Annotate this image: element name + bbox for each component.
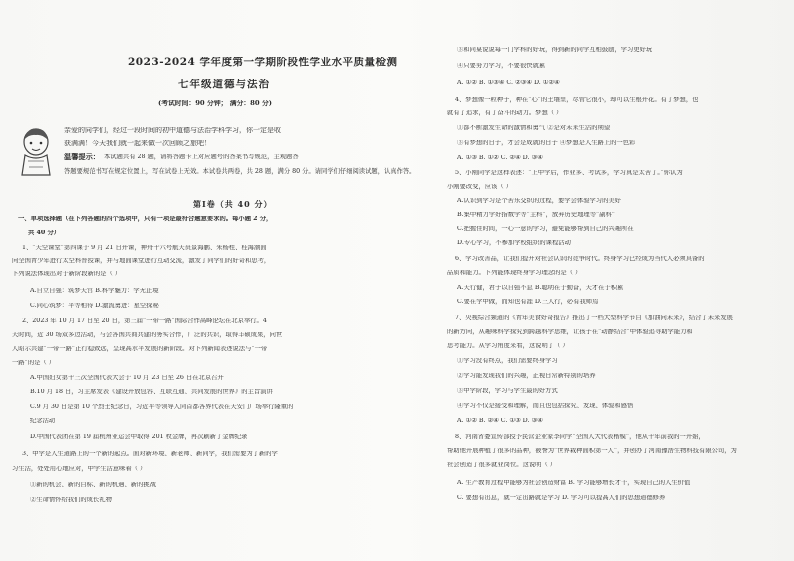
- question-line: 5、小刚同学是这样表述：“上中学后，作业多、考试多，学习真是太苦了。”你认为: [455, 170, 683, 176]
- question-line: 下列说法体现出对于新阶段新的是（ ）: [12, 271, 122, 277]
- section-instruction-2: 共 40 分）: [28, 230, 61, 236]
- question-line: 6、学习改善品，让我们提升对社会认识的竞争时代。终身学习已经成为当代人必须具备的: [455, 256, 705, 262]
- exam-info: (考试时间：90 分钟； 满分：80 分): [158, 100, 273, 107]
- exam-title: 2023-2024 学年度第一学期阶段性学业水平质量检测: [128, 57, 398, 68]
- option-line: A.自立自强：筑梦天宫 B.科学魅力：学无止境: [30, 288, 159, 294]
- greeting-line-1: 亲爱的同学们，经过一段时间的初中道德与法治学科学习，你一定是收: [64, 127, 281, 134]
- option-line: ③有梦想的日子，才会是成就的日子 ④梦想是人生路上的一色彩: [457, 140, 636, 146]
- question-line: 小刚要改变，应该（ ）: [447, 184, 512, 190]
- option-line: ③和同桌说说每一门学科的好玩，得到新的同学互相鼓励，学习更好玩: [457, 47, 653, 53]
- question-line: 1、“天空课堂”第四课于 9 月 21 日开课，神舟十六号航天员景海鹏、朱杨柱、桂海潮面: [22, 245, 267, 251]
- option-line: D.中国代表团在第 19 届杭州亚运会中取得 201 枚金牌，再次刷新了金牌纪录: [30, 434, 248, 440]
- question-line: 7、央视综合频道的《青年美食好奇报告》推出了一档大型科学节目《加油向未来》，结合了未来发展: [455, 315, 733, 321]
- option-line: B.10 月 18 日，习主席发表《建设开放包容、互联互通、共同发展的世界》的主旨演讲: [30, 389, 273, 395]
- option-line: C.把握住时间，一心一意的学习，避免能够帮到自己的兴趣所在: [457, 226, 634, 232]
- section-instruction-1: 一、单项选择题（在下列各题的四个选项中，只有一项是最符合题意要求的。每小题 2 分，: [18, 216, 273, 222]
- question-line: 天时间，近 30 场双多边活动，与会各国共商共建的务实合作，广泛的共识，取得丰硕成果，向世: [12, 332, 283, 338]
- option-line: ①新的机会、新的目标、新的机遇、新的挑战: [30, 482, 156, 488]
- option-line: ④只要努力学习，不要很快就累: [457, 63, 546, 69]
- student-mascot-icon: [16, 125, 56, 179]
- answer-options: A. ①② B. ②④ C. ①③ D. ③④: [457, 418, 543, 424]
- option-line: ③中学阶段，学习与学生最的好方式: [457, 388, 558, 394]
- option-line: C.同心筑梦：平等相待 D.激流勇进：星空探秘: [30, 303, 159, 309]
- option-line: C.要在学中做，而知也有涯 D.三人行，必有我师焉: [457, 299, 599, 305]
- answer-options: A. ①② B. ①③④ C. ②③④ D. ①②④: [457, 80, 560, 86]
- question-line: 帮助他开展种植了很多的品种，被誉为“世界栽种面积第一人”，并创办了河南豫浩生物科技有限公司，为: [447, 448, 737, 454]
- question-line: 3、中学是人生道路上的一个新的起点。面对新环境、新老师、新同学，我们需要为了新的学: [22, 451, 278, 457]
- option-line: ②学习能发现我们的兴趣，正视日常新特别的培养: [457, 373, 596, 379]
- option-line: A. 生产教育过程中能够为社会创造财富 B. 学习能够增长才干，实现自己的人生价值: [457, 480, 691, 486]
- question-line: 品质和能力。下列能体现终身学习理念的是（ ）: [447, 270, 582, 276]
- question-line: 的新方向，从趣味科学探究到跨越科学思维，让孩子在“动静结合”中体验追寻助学能力和: [447, 329, 693, 335]
- question-line: 一路”的是（ ）: [12, 360, 56, 366]
- section-title: 第Ⅰ卷（共 40 分）: [193, 200, 273, 208]
- question-line: 社会创造了很多就业岗位。这说明（ ）: [447, 462, 557, 468]
- answer-options: A. ①③ B. ①② C. ②④ D. ③④: [457, 155, 543, 161]
- option-line: D.专心学习，不参加学校组织的课程活动: [457, 240, 571, 246]
- option-line: ①都不断激发生命的激情和勇气 ②是对未来生活的期望: [457, 125, 611, 131]
- question-line: 习生活，处处用心地应对，中学生活意味着（ ）: [12, 466, 147, 472]
- warm-tip-line-2: 答题要规范书写在规定位置上，写在试卷上无效。本试卷共两卷，共 28 题，满分 80 分。请同学们仔细阅读试题，认真作答。: [64, 168, 416, 175]
- option-line: ①学习没有终点，我们需要终身学习: [457, 358, 558, 364]
- option-line: C. 要想有出息，就一定出路就是学习 D. 学习可以提高人们的思想道德修养: [457, 495, 666, 501]
- question-line: 2、2023 年 10 月 17 日至 20 日，第三届“一带一路”国际合作高峰论坛在北京举行。4: [22, 318, 267, 324]
- warm-tip-line-1: 本试题共有 28 题，请将答题卡上对应题号的答案书写规范，主观题答: [104, 154, 299, 160]
- option-line: ②生命情怀给我们的成长礼物: [30, 497, 112, 503]
- question-line: 人昭示共建“一带一路”正行稳致远，呈现高水平发展的新阶段。对下列新闻表述说法与“一带: [12, 346, 268, 352]
- option-line: A.认识到学习是个苦乐交织的过程，要学会体验学习的美好: [457, 198, 621, 204]
- option-line: A.天行健，君子以自强不息 B.聪明在于勤奋，天才在于积累: [457, 285, 624, 291]
- question-line: 8、河南省委宣传部授予民营企业家李同学“全国人大代表楷模”，他从十年前我的一开始，: [455, 434, 705, 440]
- question-line: 4、梦想像一粒种子，种在“心”的土壤里，尽管它很小，却可以生根开花。有了梦想，也: [455, 97, 699, 103]
- option-line: ④学习不仅是接受和理解，而且也包括探究、发现、体验和感悟: [457, 403, 634, 409]
- question-line: 向全国青少年进行太空科普授课，并与地面课堂进行互动交流，激发了同学们的好奇和思考，: [12, 258, 271, 264]
- warm-tip-title: 温馨提示：: [64, 153, 100, 161]
- option-line: 纪念活动: [30, 418, 56, 424]
- option-line: B.集中精力学好指数学等“主科”，放弃历史地理等“副科”: [457, 212, 616, 218]
- question-line: 思考能力。从学习角度来看，这说明了（ ）: [447, 343, 569, 349]
- greeting-line-2: 获满满！今天我们就一起来做一次回顾之旅吧！: [64, 140, 211, 147]
- subject-title: 七年级道德与法治: [178, 79, 270, 90]
- question-line: 就有了追求，有了奋斗的动力。梦想（ ）: [447, 110, 563, 116]
- option-line: C.9 月 30 日是第 10 个烈士纪念日，习近平等领导人同首都各界代表在天安门广场举行隆重的: [30, 404, 294, 410]
- option-line: A.中国妇女第十三次全国代表大会于 10 月 23 日至 26 日在北京召开: [30, 375, 224, 381]
